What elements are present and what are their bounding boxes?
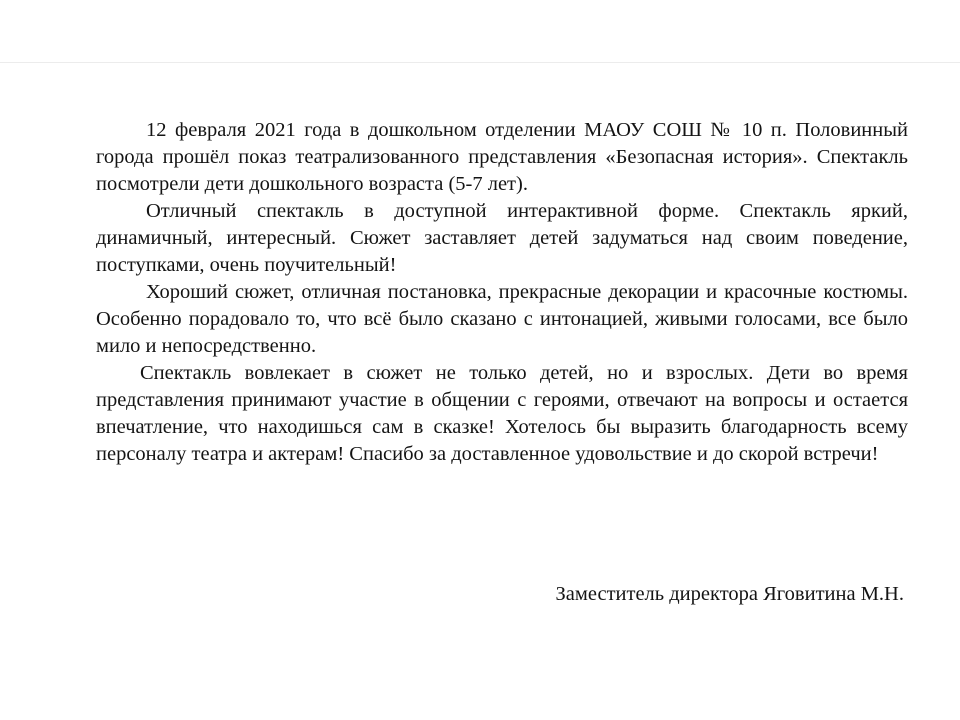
signature-line: Заместитель директора Яговитина М.Н. bbox=[555, 583, 904, 605]
paragraph-spectacle-review: Отличный спектакль в доступной интерактивной форме. Спектакль яркий, динамичный, интересный. Сюжет заставляет детей задуматься над своим поведение, поступками, очень поучительный! bbox=[96, 200, 908, 276]
letter-body bbox=[96, 117, 908, 468]
top-divider bbox=[0, 62, 960, 63]
paragraph-gratitude: Спектакль вовлекает в сюжет не только детей, но и взрослых. Дети во время представления принимают участие в общении с героями, отвечают на вопросы и остается впечатление, что находишься сам в сказке! Хотелось бы выразить благодарность всему персоналу театра и актерам! Спасибо за доставленное удовольствие и до скорой встречи! bbox=[96, 362, 908, 465]
paragraph-performance-info: 12 февраля 2021 года в дошкольном отделении МАОУ СОШ № 10 п. Половинный города прошёл показ театрализованного представления «Безопасная история». Спектакль посмотрели дети дошкольного возраста (5-7 лет). bbox=[96, 119, 908, 195]
paragraph-staging-review: Хороший сюжет, отличная постановка, прекрасные декорации и красочные костюмы. Особенно порадовало то, что всё было сказано с интонацией, живыми голосами, все было мило и непосредственно. bbox=[96, 281, 908, 357]
